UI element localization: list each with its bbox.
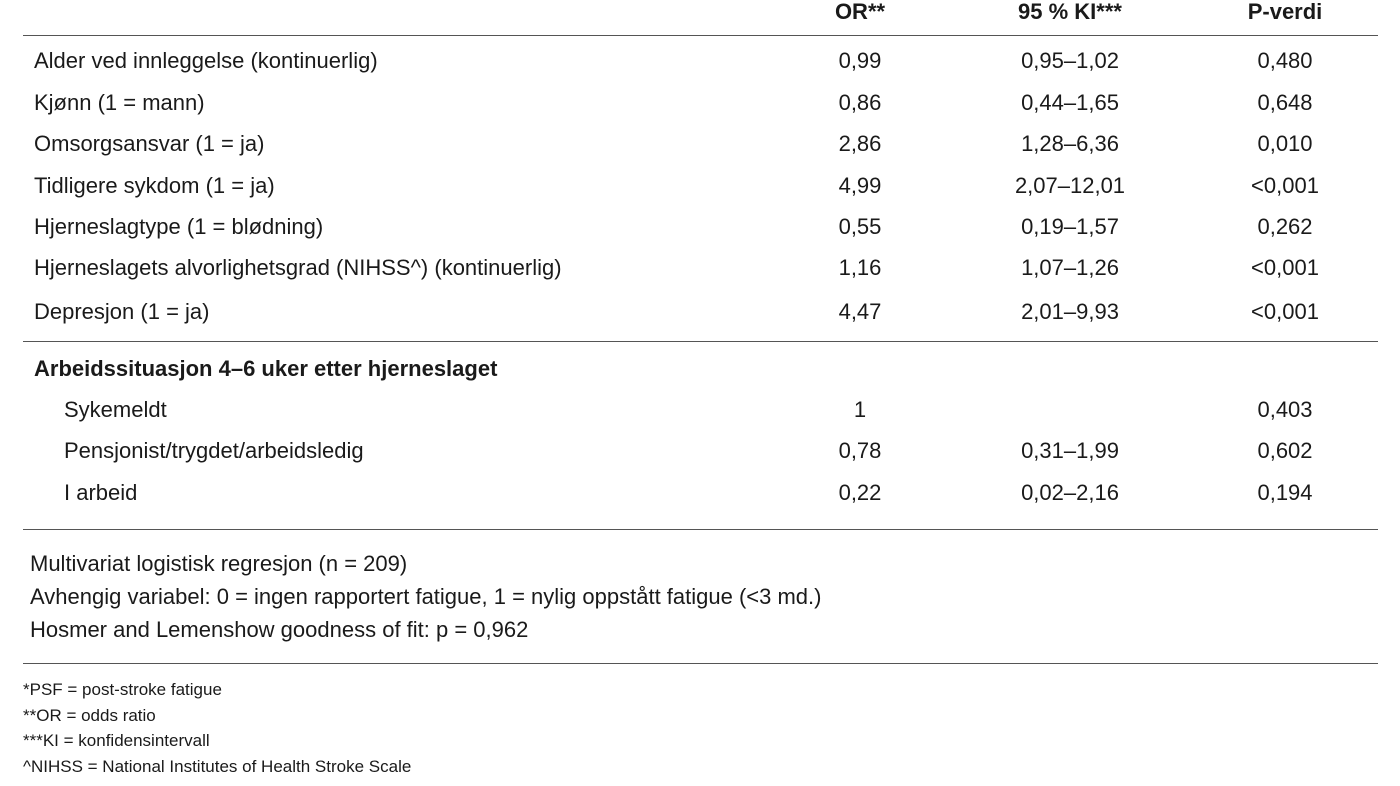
row-p: 0,648 xyxy=(1257,90,1313,115)
table-row xyxy=(0,473,1400,513)
row-label: Hjerneslagtype (1 = blødning) xyxy=(34,214,324,239)
table-row xyxy=(0,207,1400,247)
row-ki: 0,95–1,02 xyxy=(1021,48,1119,73)
row-or: 0,78 xyxy=(838,438,882,463)
row-ki: 2,07–12,01 xyxy=(1014,173,1126,198)
row-p: 0,262 xyxy=(1257,214,1313,239)
table-row xyxy=(0,83,1400,123)
table-row xyxy=(0,124,1400,164)
column-header-or: OR** xyxy=(834,0,886,24)
row-ki: 1,07–1,26 xyxy=(1021,255,1119,280)
note-line: Hosmer and Lemenshow goodness of fit: p = 0,962 xyxy=(30,617,529,642)
notes-rule xyxy=(23,663,1378,664)
row-label: Alder ved innleggelse (kontinuerlig) xyxy=(34,48,378,73)
row-p: <0,001 xyxy=(1251,255,1319,280)
table-row xyxy=(0,390,1400,430)
table-bottom-rule xyxy=(23,529,1378,530)
row-or: 1,16 xyxy=(838,255,882,280)
row-label: Kjønn (1 = mann) xyxy=(34,90,205,115)
row-ki: 0,02–2,16 xyxy=(1021,480,1119,505)
footnotes xyxy=(23,677,411,779)
footnote: ^NIHSS = National Institutes of Health Stroke Scale xyxy=(23,756,412,776)
footnote: *PSF = post-stroke fatigue xyxy=(23,680,222,699)
table-row xyxy=(0,248,1400,288)
row-ki: 0,44–1,65 xyxy=(1021,90,1119,115)
column-header-ki: 95 % KI*** xyxy=(1018,0,1122,24)
table-notes xyxy=(30,547,821,646)
section-rule xyxy=(23,341,1378,342)
row-label: Sykemeldt xyxy=(64,397,167,422)
table-row xyxy=(0,292,1400,332)
footnote: **OR = odds ratio xyxy=(23,705,156,725)
row-label: Depresjon (1 = ja) xyxy=(34,299,210,324)
row-p: 0,010 xyxy=(1257,131,1313,156)
row-ki: 0,19–1,57 xyxy=(1021,214,1119,239)
row-or: 4,47 xyxy=(838,299,882,324)
row-p: 0,194 xyxy=(1257,480,1313,505)
row-ki: 1,28–6,36 xyxy=(1021,131,1119,156)
row-p: <0,001 xyxy=(1251,299,1319,324)
row-p: 0,480 xyxy=(1257,48,1313,73)
row-p: 0,403 xyxy=(1257,397,1313,422)
row-label: Pensjonist/trygdet/arbeidsledig xyxy=(64,438,364,463)
row-p: <0,001 xyxy=(1251,173,1319,198)
note-line: Multivariat logistisk regresjon (n = 209) xyxy=(30,551,408,576)
note-line: Avhengig variabel: 0 = ingen rapportert fatigue, 1 = nylig oppstått fatigue (<3 md.) xyxy=(30,584,822,609)
row-p: 0,602 xyxy=(1257,438,1313,463)
row-ki: 0,31–1,99 xyxy=(1021,438,1119,463)
column-header-p: P-verdi xyxy=(1247,0,1323,24)
section-title: Arbeidssituasjon 4–6 uker etter hjerneslaget xyxy=(34,356,498,381)
row-label: I arbeid xyxy=(64,480,138,505)
row-label: Omsorgsansvar (1 = ja) xyxy=(34,131,265,156)
row-or: 1 xyxy=(853,397,867,422)
row-or: 0,55 xyxy=(838,214,882,239)
header-rule xyxy=(23,35,1378,36)
row-label: Tidligere sykdom (1 = ja) xyxy=(34,173,275,198)
row-ki: 2,01–9,93 xyxy=(1021,299,1119,324)
table-row xyxy=(0,41,1400,81)
table-row xyxy=(0,431,1400,471)
row-label: Hjerneslagets alvorlighetsgrad (NIHSS^) (kontinuerlig) xyxy=(34,255,562,280)
row-or: 4,99 xyxy=(838,173,882,198)
row-or: 0,22 xyxy=(838,480,882,505)
row-or: 0,86 xyxy=(838,90,882,115)
table-row xyxy=(0,166,1400,206)
row-or: 0,99 xyxy=(838,48,882,73)
row-or: 2,86 xyxy=(838,131,882,156)
footnote: ***KI = konfidensintervall xyxy=(23,731,210,750)
